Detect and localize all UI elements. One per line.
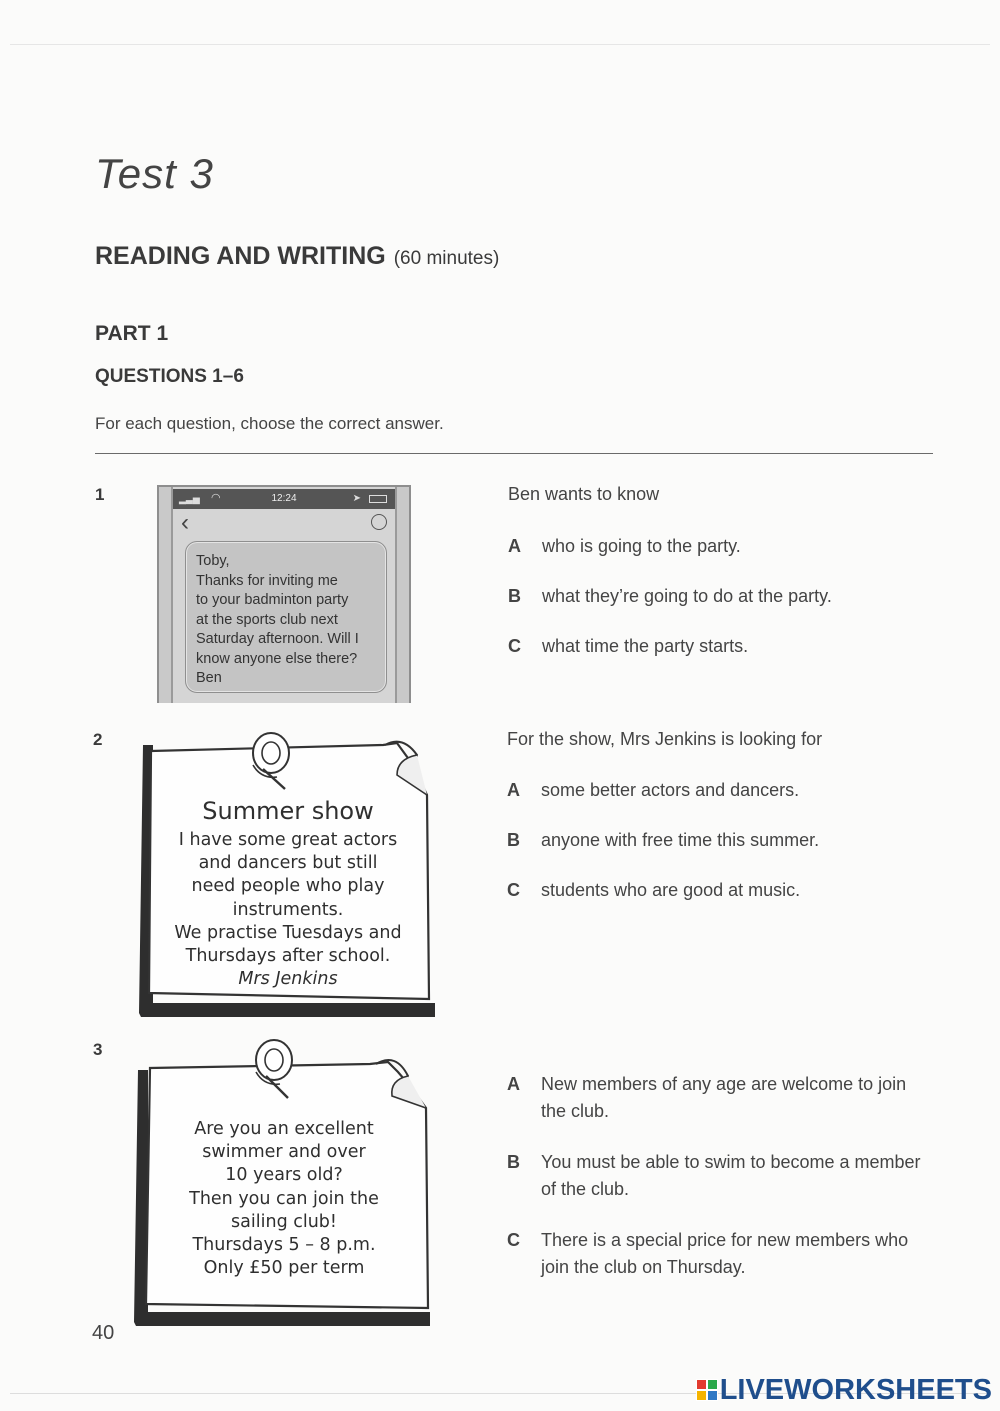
note-line: 10 years old? xyxy=(225,1165,343,1186)
note-line: We practise Tuesdays and xyxy=(174,922,402,943)
option-text: who is going to the party. xyxy=(542,536,741,556)
option-letter: A xyxy=(507,1074,520,1094)
option-text: anyone with free time this summer. xyxy=(541,830,820,850)
note-line: Then you can join the xyxy=(189,1188,379,1209)
option-c[interactable] xyxy=(507,877,917,904)
note-line: instruments. xyxy=(232,899,344,920)
option-a[interactable] xyxy=(507,777,917,804)
logo-square xyxy=(707,1390,718,1401)
brand-name: LIVEWORKSHEETS xyxy=(719,1373,992,1406)
wifi-icon: ◠ xyxy=(211,492,221,504)
option-b[interactable] xyxy=(508,583,918,610)
option-text: students who are good at music. xyxy=(541,880,801,900)
option-letter: A xyxy=(507,780,520,800)
note-line: Thursdays after school. xyxy=(185,946,391,967)
message-line: at the sports club next xyxy=(196,611,338,628)
option-text: what they’re going to do at the party. xyxy=(542,586,832,606)
option-text: some better actors and dancers. xyxy=(541,780,800,800)
message-line: Toby, xyxy=(196,553,230,569)
liveworksheets-brand[interactable] xyxy=(696,1373,992,1407)
question-stem: Ben wants to know xyxy=(508,484,660,504)
question-number: 3 xyxy=(93,1040,103,1059)
instructions: For each question, choose the correct answer. xyxy=(95,414,444,433)
option-c[interactable] xyxy=(507,1227,927,1281)
liveworksheets-logo-icon xyxy=(696,1379,718,1401)
option-letter: B xyxy=(508,586,521,606)
phone-time: 12:24 xyxy=(271,493,297,504)
note-line: and dancers but still xyxy=(198,853,378,874)
logo-square xyxy=(696,1379,707,1390)
test-title: Test 3 xyxy=(95,150,214,197)
option-a[interactable] xyxy=(508,533,918,560)
header-rule xyxy=(95,453,933,454)
message-line: Thanks for inviting me xyxy=(196,572,338,589)
section-title xyxy=(95,242,499,271)
top-divider xyxy=(10,44,990,45)
question-number: 1 xyxy=(95,485,105,504)
note-title: Summer show xyxy=(202,797,374,825)
logo-square xyxy=(707,1379,718,1390)
phone-screen xyxy=(171,487,397,703)
message-line: Ben xyxy=(196,670,222,686)
option-text: what time the party starts. xyxy=(542,636,749,656)
note-signature: Mrs Jenkins xyxy=(238,969,338,990)
message-line: Saturday afternoon. Will I xyxy=(196,631,359,647)
option-b[interactable] xyxy=(507,827,917,854)
location-arrow-icon: ➤ xyxy=(352,493,361,504)
note-line: Only £50 per term xyxy=(203,1258,365,1279)
note-line: swimmer and over xyxy=(202,1142,366,1163)
question-number: 2 xyxy=(93,730,103,749)
section-duration: (60 minutes) xyxy=(393,248,500,269)
note-line: I have some great actors xyxy=(178,830,398,850)
option-c[interactable] xyxy=(508,633,918,660)
option-letter: C xyxy=(507,1230,520,1250)
phone-illustration xyxy=(157,485,411,703)
section-name: READING AND WRITING xyxy=(95,242,386,270)
note-text xyxy=(150,797,426,991)
questions-range: QUESTIONS 1–6 xyxy=(95,366,244,387)
option-letter: A xyxy=(508,536,521,556)
note-line: Thursdays 5 – 8 p.m. xyxy=(192,1235,376,1256)
note-line: sailing club! xyxy=(231,1211,337,1232)
option-letter: B xyxy=(507,830,520,850)
option-b[interactable] xyxy=(507,1149,927,1203)
question-stem: For the show, Mrs Jenkins is looking for xyxy=(507,729,823,749)
option-letter: C xyxy=(508,636,521,656)
message-line: to your badminton party xyxy=(196,592,349,608)
message-bubble xyxy=(185,541,387,693)
battery-icon xyxy=(369,495,387,503)
note-line: need people who play xyxy=(191,876,385,897)
option-text: There is a special price for new members who join the club on Thursday. xyxy=(541,1230,909,1277)
circle-icon xyxy=(371,514,387,530)
option-letter: B xyxy=(507,1152,520,1172)
back-chevron-icon: ‹ xyxy=(181,509,189,536)
note-text xyxy=(146,1118,422,1280)
phone-status-bar xyxy=(173,489,395,509)
message-line: know anyone else there? xyxy=(196,650,358,667)
part-title: PART 1 xyxy=(95,322,169,345)
option-letter: C xyxy=(507,880,520,900)
option-a[interactable] xyxy=(507,1071,927,1125)
page-number: 40 xyxy=(92,1322,115,1344)
option-text: You must be able to swim to become a member of the club. xyxy=(541,1152,921,1199)
option-text: New members of any age are welcome to join the club. xyxy=(541,1074,907,1121)
note-line: Are you an excellent xyxy=(194,1119,374,1139)
logo-square xyxy=(696,1390,707,1401)
signal-icon: ▂▃▅ xyxy=(179,494,200,504)
